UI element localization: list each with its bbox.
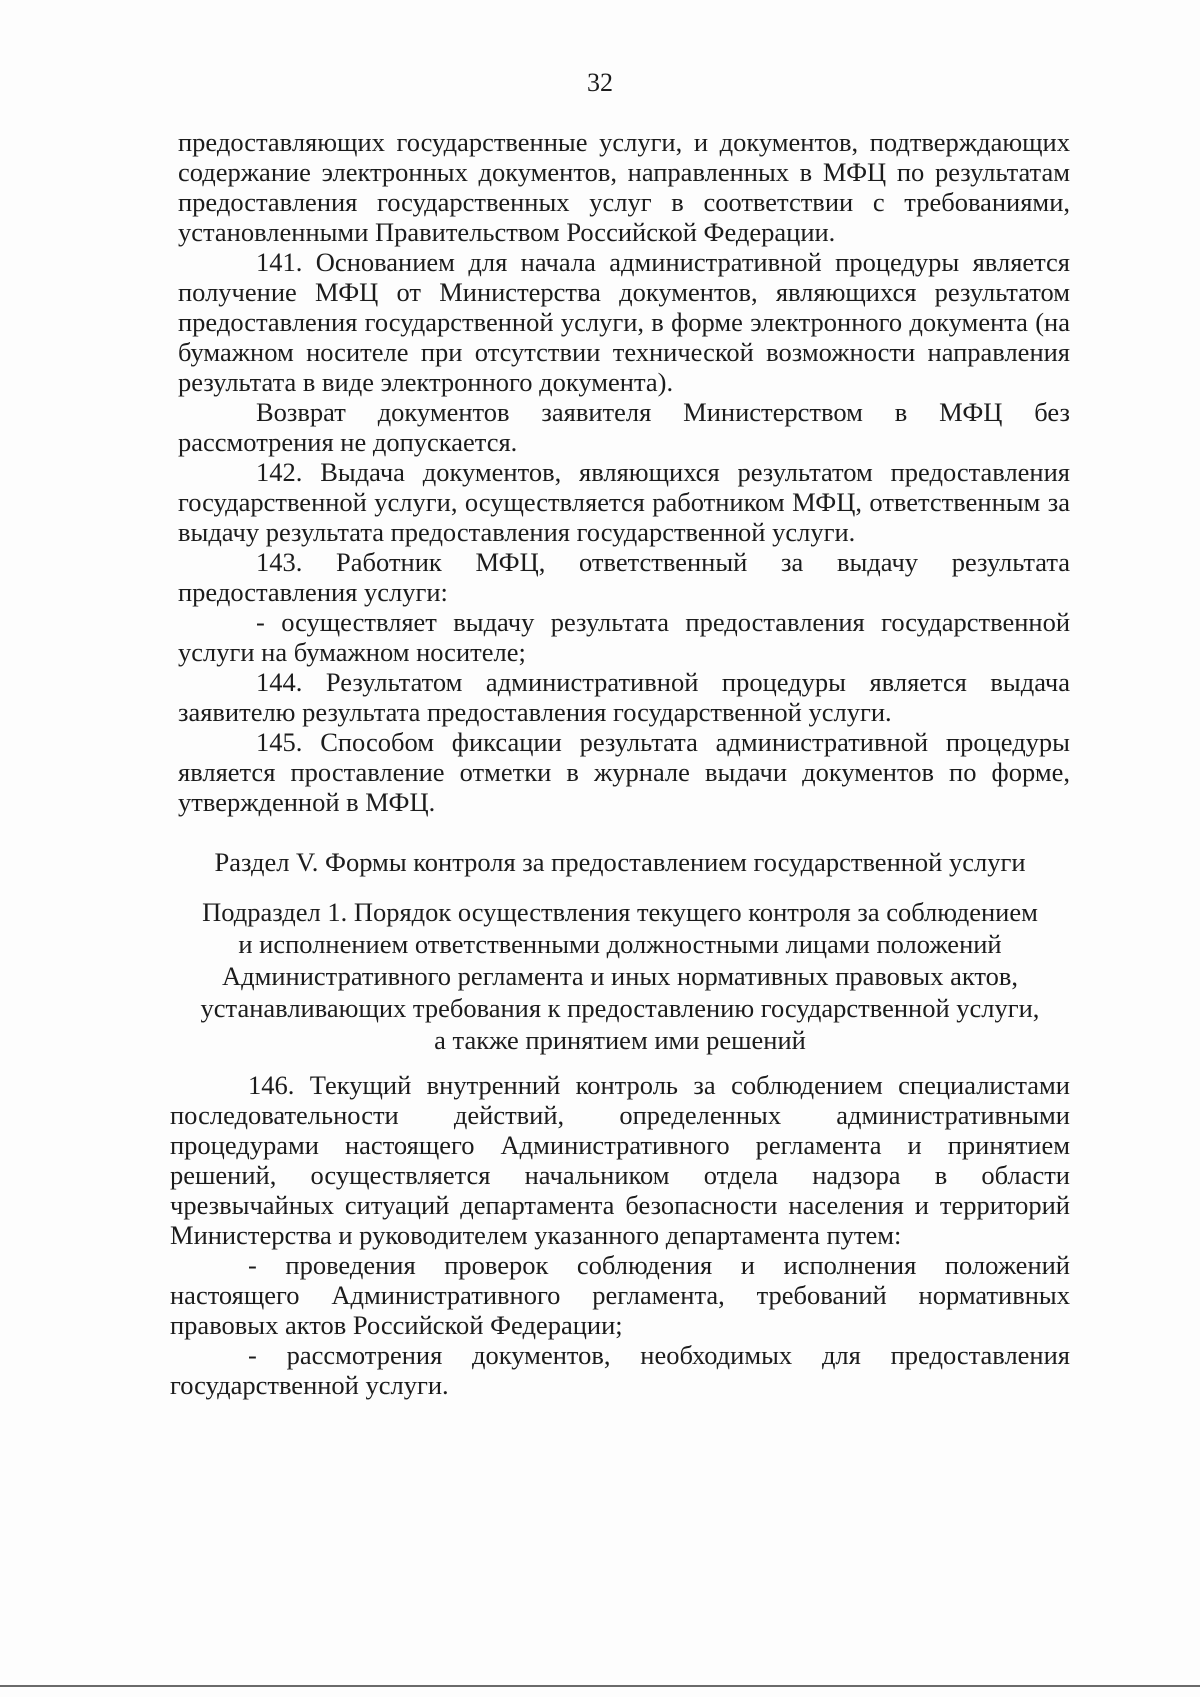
scan-bottom-edge [0, 1685, 1200, 1687]
paragraph-145: 145. Способом фиксации результата административной процедуры является проставление отметки в журнале выдачи документов по форме, утвержденной в МФЦ. [178, 727, 1070, 817]
paragraph-return: Возврат документов заявителя Министерством в МФЦ без рассмотрения не допускается. [178, 397, 1070, 457]
paragraph-146-item-1: - проведения проверок соблюдения и исполнения положений настоящего Административного регламента, требований нормативных правовых актов Российской Федерации; [170, 1250, 1070, 1340]
paragraph-141: 141. Основанием для начала административной процедуры является получение МФЦ от Министерства документов, являющихся результатом предоставления государственной услуги, в форме электронного документа (на бумажном носителе при отсутствии технической возможности направления результата в виде электронного документа). [178, 247, 1070, 397]
paragraph-continuation: предоставляющих государственные услуги, и документов, подтверждающих содержание электронных документов, направленных в МФЦ по результатам предоставления государственных услуг в соответствии с требованиями, установленными Правительством Российской Федерации. [178, 127, 1070, 247]
paragraph-146-item-2: - рассмотрения документов, необходимых для предоставления государственной услуги. [170, 1340, 1070, 1400]
subsection-title: Подраздел 1. Порядок осуществления текущего контроля за соблюдением и исполнением ответственными должностными лицами положений Административного регламента и иных нормативных правовых актов, устанавливающих требования к предоставлению государственной услуги, а также принятием ими решений [200, 897, 1040, 1055]
paragraph-144: 144. Результатом административной процедуры является выдача заявителю результата предоставления государственной услуги. [178, 667, 1070, 727]
paragraph-142: 142. Выдача документов, являющихся результатом предоставления государственной услуги, осуществляется работником МФЦ, ответственным за выдачу результата предоставления государственной услуги. [178, 457, 1070, 547]
body-text-upper [178, 127, 1070, 817]
paragraph-143-item: - осуществляет выдачу результата предоставления государственной услуги на бумажном носителе; [178, 607, 1070, 667]
body-text-lower [170, 1070, 1070, 1400]
section-title: Раздел V. Формы контроля за предоставлением государственной услуги [214, 847, 1026, 877]
paragraph-146: 146. Текущий внутренний контроль за соблюдением специалистами последовательности действий, определенных административными процедурами настоящего Административного регламента и принятием решений, осуществляется начальником отдела надзора в области чрезвычайных ситуаций департамента безопасности населения и территорий Министерства и руководителем указанного департамента путем: [170, 1070, 1070, 1250]
paragraph-143: 143. Работник МФЦ, ответственный за выдачу результата предоставления услуги: [178, 547, 1070, 607]
page-number: 32 [587, 68, 613, 97]
